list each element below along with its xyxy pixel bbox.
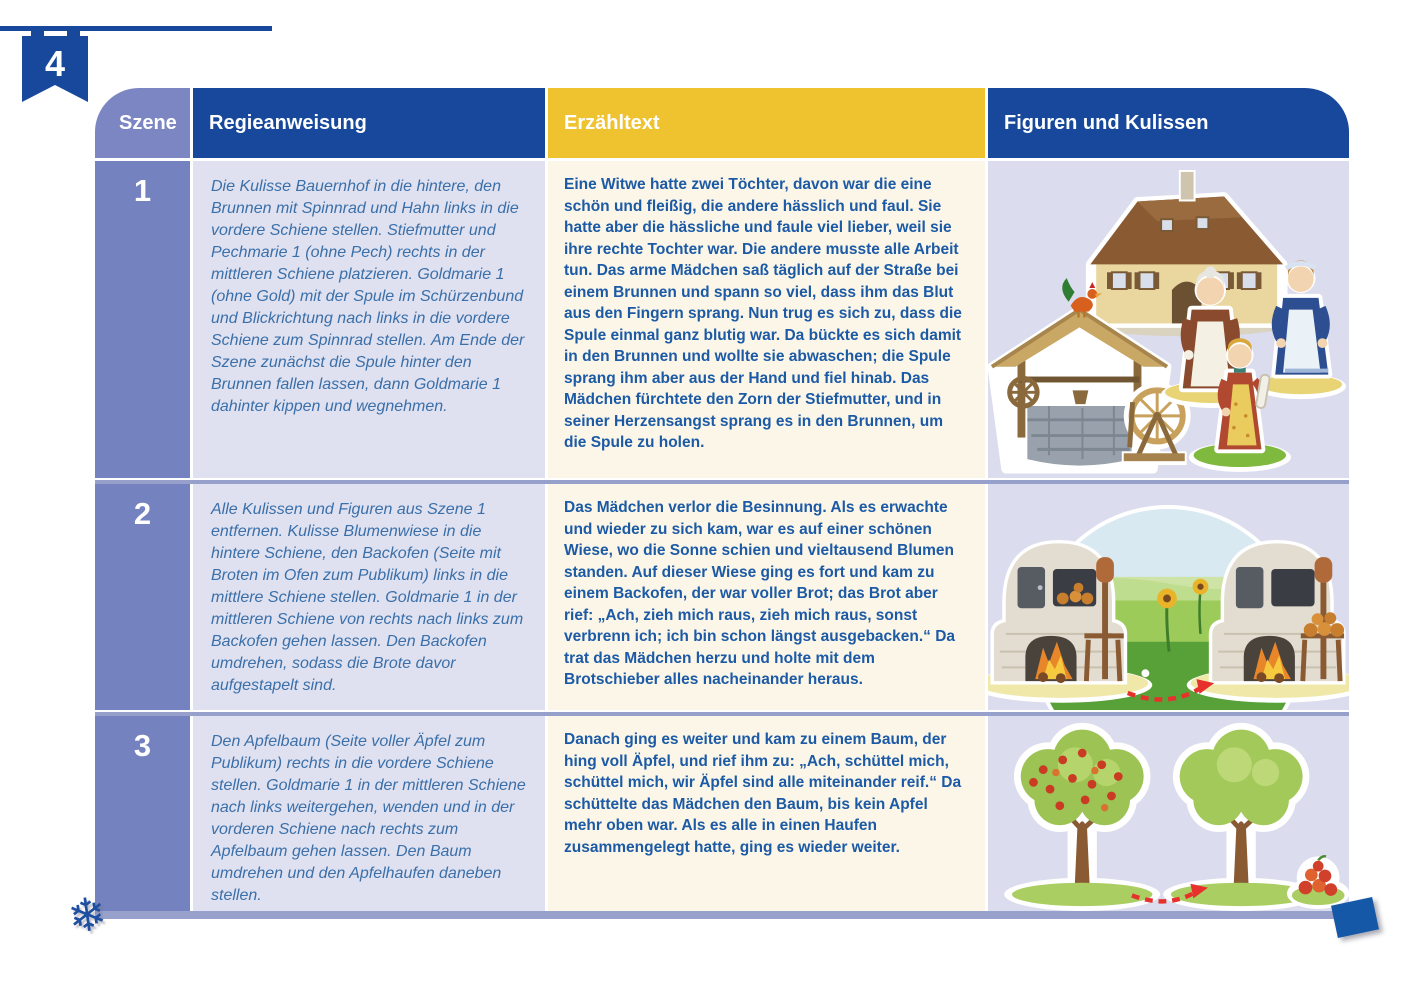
scene-number: 3 (95, 716, 190, 911)
apple-tree-full-icon (1004, 723, 1160, 911)
erzaehltext-text: Danach ging es weiter und kam zu einem Baum, der hing voll Äpfel, und rief ihm zu: „Ach, schüttel mich, schüttel mich, wir Äpfel sind alle miteinander reif.“ Da schüttelte das Mädchen den Baum, bis kein Apfel mehr oben war. Als es alle in einen Haufen zusammengelegt hatte, ging es wieder weiter. (545, 716, 985, 911)
regieanweisung-text: Alle Kulissen und Figuren aus Szene 1 entfernen. Kulisse Blumenwiese in die hintere Schiene, den Backofen (Seite mit Broten im Ofen zum Publikum) links in die mittlere Schiene stellen. Goldmarie 1 in der mittleren Schiene von rechts nach links zum Backofen gehen lassen. Den Backofen umdrehen, sodass die Brote davor aufgestapelt sind. (190, 484, 545, 710)
table-bottom-bar (95, 911, 1349, 919)
page-number-banner (22, 24, 92, 120)
scene-number: 1 (95, 161, 190, 478)
figuren-illustration-scene-3 (985, 716, 1349, 911)
column-header-szene: Szene (95, 88, 190, 158)
scene-1-illustration (988, 161, 1349, 478)
apple-pile-icon (1287, 856, 1349, 909)
column-header-erzaehltext: Erzähltext (545, 88, 985, 158)
figuren-illustration-scene-1 (985, 161, 1349, 478)
column-header-figuren: Figuren und Kulissen (985, 88, 1349, 158)
scene-table (95, 88, 1349, 919)
regieanweisung-text: Die Kulisse Bauernhof in die hintere, den Brunnen mit Spinnrad und Hahn links in die vordere Schiene stellen. Stiefmutter und Pechmarie 1 (ohne Pech) rechts in der mittleren Schiene platzieren. Goldmarie 1 (ohne Gold) mit der Spule im Schürzenbund und Blickrichtung nach links in die vordere Schiene zum Spinnrad stellen. Am Ende der Szene zunächst die Spule hinter den Brunnen fallen lassen, dann Goldmarie 1 dahinter kippen und wegnehmen. (190, 161, 545, 478)
figuren-illustration-scene-2 (985, 484, 1349, 710)
snowflake-icon: ❄ (64, 886, 110, 944)
farmhouse-icon (1086, 172, 1287, 336)
regieanweisung-text: Den Apfelbaum (Seite voller Äpfel zum Publikum) rechts in die vordere Schiene stellen. Goldmarie 1 in der mittleren Schiene nach links weitergehen, wenden und in der vorderen Schiene nach rechts zum Apfelbaum gehen lassen. Den Baum umdrehen und den Apfelhaufen daneben stellen. (190, 716, 545, 911)
erzaehltext-text: Eine Witwe hatte zwei Töchter, davon war die eine schön und fleißig, die andere hässlich und faul. Sie hatte aber die hässliche und faule viel lieber, weil sie ihre rechte Tochter war. Die andere musste alle Arbeit tun. Das arme Mädchen saß täglich auf der Straße bei einem Brunnen und spann so viel, dass ihm das Blut aus den Fingern sprang. Nun trug es sich zu, dass die Spule einmal ganz blutig war. Da bückte es sich damit in den Brunnen und wollte sie abwaschen; die Spule sprang ihm aber aus der Hand und fiel hinab. Das Mädchen fürchtete den Zorn der Stiefmutter, und in seiner Herzensangst sprang es in den Brunnen, um die Spule zu holen. (545, 161, 985, 478)
page-number: 4 (44, 43, 66, 84)
erzaehltext-text: Das Mädchen verlor die Besinnung. Als es erwachte und wieder zu sich kam, war es auf einer schönen Wiese, wo die Sonne schien und vieltausend Blumen standen. Auf dieser Wiese ging es fort und kam zu einem Backofen, der war voller Brot; das Brot aber rief: „Ach, zieh mich raus, zieh mich raus, sonst verbrenn ich; ich bin schon längst ausgebacken.“ Da trat das Mädchen herzu und holte mit dem Brotschieber alles nacheinander heraus. (545, 484, 985, 710)
scene-number: 2 (95, 484, 190, 710)
scene-3-illustration (988, 716, 1349, 911)
scene-2-illustration (988, 484, 1349, 710)
corner-bookmark-icon (1331, 897, 1379, 938)
column-header-regieanweisung: Regieanweisung (190, 88, 545, 158)
